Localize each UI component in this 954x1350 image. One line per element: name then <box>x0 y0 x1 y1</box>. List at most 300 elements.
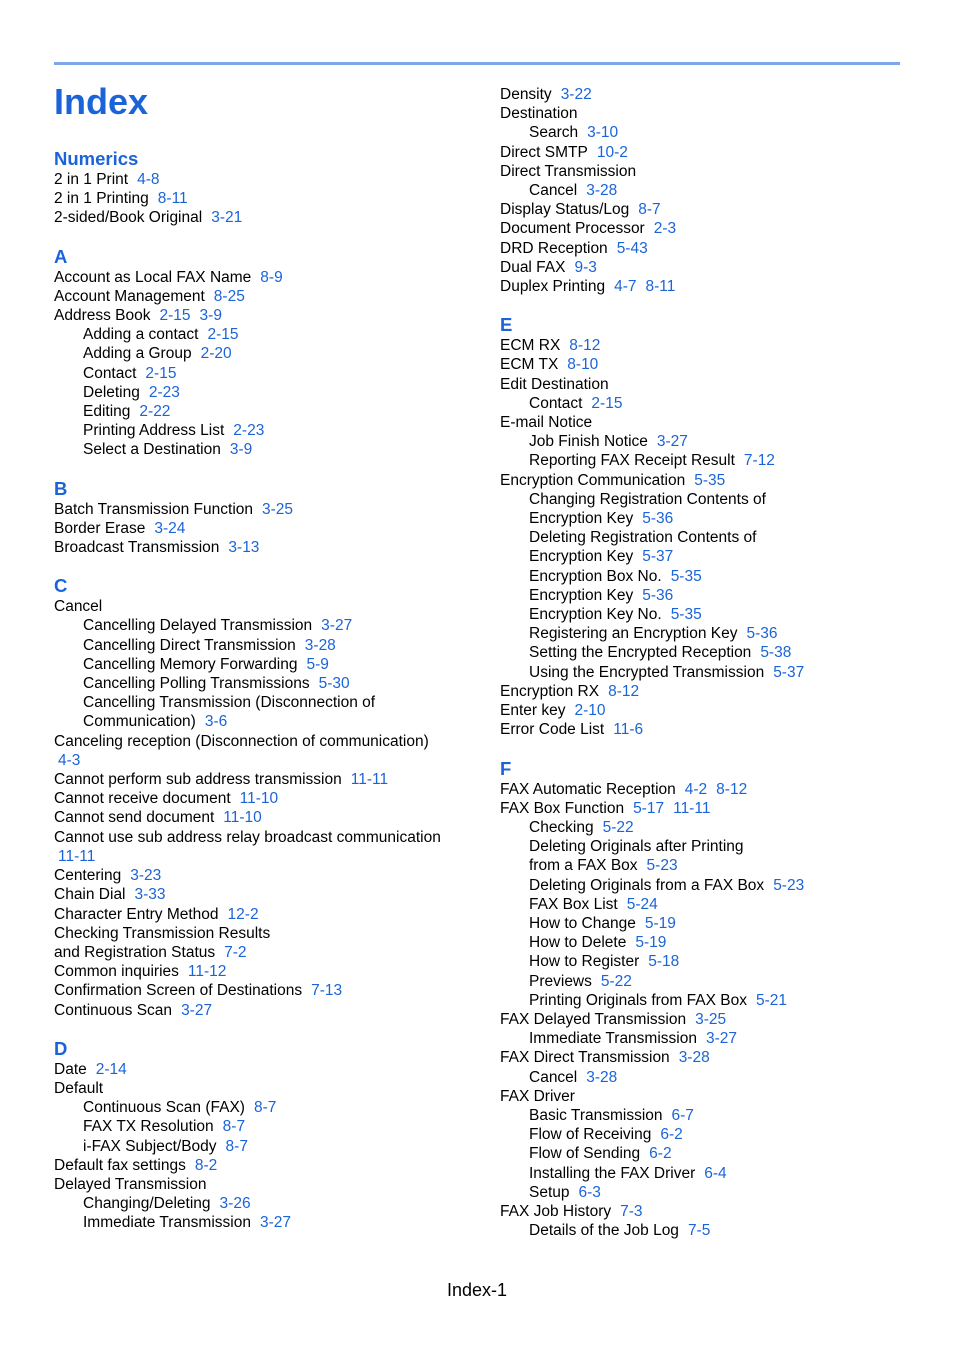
page-reference-link[interactable]: 8-9 <box>260 268 283 286</box>
page-reference-link[interactable]: 2-15 <box>159 307 191 325</box>
index-entry <box>54 1001 464 1020</box>
page-reference-link[interactable]: 2-15 <box>207 326 239 344</box>
section-heading: C <box>54 575 68 597</box>
index-subentry <box>54 402 464 421</box>
index-entry <box>500 682 920 701</box>
entry-term: Encryption Key <box>529 586 634 604</box>
index-entry <box>54 732 464 751</box>
page-reference-link[interactable]: 5-18 <box>648 953 680 971</box>
entry-term: Direct SMTP <box>500 143 588 161</box>
entry-term: Encryption Key <box>529 510 634 528</box>
entry-term: Flow of Sending <box>529 1145 641 1163</box>
page-reference-link[interactable]: 8-12 <box>569 337 601 355</box>
section-heading: F <box>500 757 512 779</box>
page-reference-link[interactable]: 3-27 <box>181 1001 213 1019</box>
entry-term: Cancel <box>529 182 578 200</box>
entry-term: Density <box>500 86 552 103</box>
page-reference-link[interactable]: 5-36 <box>642 510 674 528</box>
section-heading: E <box>500 314 513 336</box>
page-reference-link[interactable]: 5-19 <box>635 934 667 952</box>
index-subentry <box>54 712 464 731</box>
page-reference-link[interactable]: 6-4 <box>704 1164 727 1182</box>
index-subentry <box>500 818 920 837</box>
index-subentry <box>500 586 920 605</box>
page-reference-link[interactable]: 9-3 <box>574 258 597 276</box>
index-subentry <box>54 636 464 655</box>
index-entry <box>54 1175 464 1194</box>
page-reference-link[interactable]: 6-3 <box>578 1183 601 1201</box>
index-subentry <box>54 1213 464 1232</box>
entry-term: Changing/Deleting <box>83 1195 211 1213</box>
page-reference-link[interactable]: 3-28 <box>586 182 618 200</box>
page-number: Index-1 <box>446 1280 508 1300</box>
index-subentry <box>54 616 464 635</box>
index-entry <box>500 1202 920 1221</box>
entry-term: Deleting <box>83 383 140 401</box>
page-reference-link[interactable]: 11-6 <box>613 721 644 739</box>
entry-term: Enter key <box>500 702 566 720</box>
index-subentry <box>500 972 920 991</box>
index-entry <box>500 85 920 104</box>
page-reference-link[interactable]: 6-7 <box>671 1106 694 1124</box>
index-entry <box>54 789 464 808</box>
index-entry <box>54 306 464 325</box>
index-entry <box>500 336 920 355</box>
page-reference-link[interactable]: 2-20 <box>200 345 232 363</box>
entry-term: Cancelling Delayed Transmission <box>83 617 313 635</box>
top-rule <box>54 62 900 65</box>
entry-term: Display Status/Log <box>500 201 630 219</box>
index-subentry <box>500 991 920 1010</box>
page-reference-link[interactable]: 8-2 <box>194 1156 218 1174</box>
index-subentry <box>500 567 920 586</box>
entry-term: Reporting FAX Receipt Result <box>529 452 735 470</box>
entry-term: Continuous Scan <box>54 1001 173 1019</box>
page-reference-link[interactable]: 5-22 <box>602 818 634 836</box>
entry-term: FAX Delayed Transmission <box>500 1010 687 1028</box>
entry-term: Changing Registration Contents of <box>529 490 766 508</box>
entry-term: Duplex Printing <box>500 278 606 296</box>
index-entry <box>54 981 464 1000</box>
entry-term: Setup <box>529 1183 570 1201</box>
section-heading: Numerics <box>54 148 139 169</box>
page-reference-link[interactable]: 10-2 <box>596 143 628 161</box>
page-reference-link[interactable]: 8-11 <box>645 278 676 296</box>
page-reference-link[interactable]: 8-25 <box>213 287 245 305</box>
index-entry <box>500 1048 920 1067</box>
page-reference-link[interactable]: 2-3 <box>653 220 677 238</box>
entry-term: Date <box>54 1060 87 1078</box>
entry-term: FAX Job History <box>500 1202 612 1220</box>
page-reference-link[interactable]: 5-36 <box>642 586 674 604</box>
index-entry <box>500 1010 920 1029</box>
entry-term: Contact <box>83 364 137 382</box>
page-reference-link[interactable]: 3-23 <box>130 867 162 885</box>
index-subentry <box>54 655 464 674</box>
page-reference-link[interactable]: 8-7 <box>253 1099 277 1117</box>
index-subentry <box>500 1183 920 1202</box>
page-reference-link[interactable]: 7-3 <box>620 1202 643 1220</box>
entry-term: ECM RX <box>500 337 561 355</box>
entry-term: Cannot perform sub address transmission <box>54 771 342 789</box>
entry-term: Cancelling Memory Forwarding <box>83 655 298 673</box>
entry-term: How to Register <box>529 953 640 971</box>
page-reference-link[interactable]: 4-7 <box>614 278 637 296</box>
index-entry <box>54 905 464 924</box>
index-entry <box>500 780 920 799</box>
index-subentry <box>500 895 920 914</box>
index-entry <box>500 200 920 219</box>
entry-term: Cannot use sub address relay broadcast communication <box>54 828 441 846</box>
page-reference-link[interactable]: 7-2 <box>224 943 247 961</box>
index-entry <box>54 828 464 847</box>
entry-term: Document Processor <box>500 220 645 238</box>
index-entry <box>500 413 920 432</box>
entry-term: FAX Driver <box>500 1087 575 1105</box>
entry-term: Job Finish Notice <box>529 433 648 451</box>
page-reference-link[interactable]: 7-12 <box>743 452 775 470</box>
index-entry <box>54 268 464 287</box>
index-subentry <box>500 663 920 682</box>
entry-term: How to Delete <box>529 934 627 952</box>
entry-term: Centering <box>54 867 122 885</box>
entry-term: Flow of Receiving <box>529 1126 652 1144</box>
page-reference-link[interactable]: 5-17 <box>633 799 665 817</box>
index-subentry <box>54 344 464 363</box>
index-subentry <box>500 856 920 875</box>
index-entry <box>500 277 920 296</box>
entry-term: Search <box>529 124 579 142</box>
page-reference-link[interactable]: 3-28 <box>304 636 336 654</box>
entry-term: Batch Transmission Function <box>54 500 254 518</box>
index-entry <box>500 239 920 258</box>
entry-term: Delayed Transmission <box>54 1175 207 1193</box>
page-reference-link[interactable]: 11-11 <box>673 799 711 817</box>
index-entry <box>500 104 920 123</box>
entry-term: Default <box>54 1079 104 1097</box>
page-reference-link[interactable]: 5-35 <box>694 471 726 489</box>
entry-term: Editing <box>83 403 131 421</box>
page-reference-link[interactable]: 3-22 <box>560 86 592 103</box>
index-entry <box>54 500 464 519</box>
page-reference-link[interactable]: 6-2 <box>660 1126 683 1144</box>
page-reference-link[interactable]: 4-3 <box>58 751 81 769</box>
entry-term: Printing Originals from FAX Box <box>529 991 747 1009</box>
page-reference-link[interactable]: 2-23 <box>233 422 265 440</box>
index-subentry <box>500 547 920 566</box>
index-entry <box>54 170 464 189</box>
section-heading: D <box>54 1037 68 1059</box>
index-subentry <box>54 1137 464 1156</box>
page-reference-link[interactable]: 5-22 <box>600 972 632 990</box>
entry-term: Cannot send document <box>54 809 215 827</box>
entry-term: FAX Box Function <box>500 799 625 817</box>
page-reference-link[interactable]: 2-14 <box>95 1060 127 1078</box>
entry-term: Setting the Encrypted Reception <box>529 644 752 662</box>
entry-term: FAX Box List <box>529 895 618 913</box>
index-entry <box>54 770 464 789</box>
index-entry <box>54 808 464 827</box>
page-reference-link[interactable]: 11-10 <box>239 790 279 808</box>
page-reference-link[interactable]: 3-33 <box>134 886 166 904</box>
index-entry <box>54 1060 464 1079</box>
page-reference-link[interactable]: 8-7 <box>225 1137 248 1155</box>
page-reference-link[interactable]: 2-22 <box>139 403 171 421</box>
entry-term: Account Management <box>54 287 205 305</box>
entry-term: 2-sided/Book Original <box>54 209 203 227</box>
entry-term: ECM TX <box>500 356 559 374</box>
entry-term: Encryption Box No. <box>529 567 662 585</box>
index-subentry <box>500 1029 920 1048</box>
index-entry <box>54 924 464 943</box>
index-subentry <box>54 1098 464 1117</box>
index-entry <box>54 866 464 885</box>
entry-term: 2 in 1 Print <box>54 171 129 188</box>
page-reference-link[interactable]: 11-11 <box>58 847 96 865</box>
entry-term: Previews <box>529 972 592 990</box>
index-entry <box>500 355 920 374</box>
index-entry <box>54 519 464 538</box>
entry-term: Account as Local FAX Name <box>54 268 252 286</box>
page-reference-link[interactable]: 5-24 <box>626 895 658 913</box>
entry-term: Installing the FAX Driver <box>529 1164 696 1182</box>
index-subentry <box>54 1117 464 1136</box>
index-subentry <box>500 643 920 662</box>
index-subentry <box>54 693 464 712</box>
page-reference-link[interactable]: 3-27 <box>321 617 353 635</box>
entry-term: Default fax settings <box>54 1156 186 1174</box>
entry-term: Encryption RX <box>500 682 600 700</box>
index-subentry <box>500 914 920 933</box>
index-entry <box>54 287 464 306</box>
page-reference-link[interactable]: 5-23 <box>773 876 805 894</box>
page-reference-link[interactable]: 5-43 <box>616 239 648 257</box>
page-reference-link[interactable]: 4-2 <box>684 780 708 798</box>
entry-term: Broadcast Transmission <box>54 539 220 557</box>
index-subentry <box>500 837 920 856</box>
entry-term: Details of the Job Log <box>529 1222 679 1240</box>
entry-term: Select a Destination <box>83 441 221 459</box>
page-reference-link[interactable]: 11-11 <box>350 771 389 789</box>
page-reference-link[interactable]: 3-27 <box>656 433 688 451</box>
index-subentry <box>54 674 464 693</box>
index-subentry <box>54 1194 464 1213</box>
page-reference-link[interactable]: 3-28 <box>678 1049 710 1067</box>
page-title: Index <box>54 81 149 122</box>
index-subentry <box>500 933 920 952</box>
page-reference-link[interactable]: 12-2 <box>227 905 259 923</box>
entry-term: FAX TX Resolution <box>83 1118 214 1136</box>
page-reference-link[interactable]: 5-36 <box>746 625 778 643</box>
page-reference-link[interactable]: 8-10 <box>567 356 599 374</box>
page-reference-link[interactable]: 3-28 <box>586 1068 618 1086</box>
index-subentry <box>54 364 464 383</box>
entry-term: Registering an Encryption Key <box>529 625 738 643</box>
page-reference-link[interactable]: 2-15 <box>145 364 177 382</box>
index-column-right <box>500 85 920 1240</box>
page-reference-link[interactable]: 8-11 <box>157 190 188 208</box>
index-subentry <box>500 509 920 528</box>
entry-term: Chain Dial <box>54 886 126 904</box>
page-reference-link[interactable]: 5-37 <box>773 663 805 681</box>
page-reference-link[interactable]: 3-27 <box>705 1030 738 1048</box>
index-subentry <box>500 451 920 470</box>
entry-term: Basic Transmission <box>529 1106 663 1124</box>
page-reference-link[interactable]: 3-21 <box>211 209 243 227</box>
index-subentry <box>500 952 920 971</box>
page-reference-link[interactable]: 11-10 <box>223 809 262 827</box>
entry-term: Immediate Transmission <box>529 1030 697 1048</box>
page-reference-link[interactable]: 8-12 <box>608 682 640 700</box>
entry-term: Adding a Group <box>83 345 192 363</box>
index-subentry <box>500 605 920 624</box>
page-reference-link[interactable]: 7-5 <box>687 1222 711 1240</box>
page-reference-link[interactable]: 5-30 <box>318 675 350 693</box>
entry-term: E-mail Notice <box>500 414 593 432</box>
entry-term: Encryption Key <box>529 548 634 566</box>
entry-term: Cancelling Polling Transmissions <box>83 675 310 693</box>
index-subentry <box>500 432 920 451</box>
index-entry <box>54 751 464 770</box>
entry-term: Common inquiries <box>54 963 179 981</box>
entry-term: Checking Transmission Results <box>54 924 271 942</box>
index-subentry <box>54 440 464 459</box>
entry-term: DRD Reception <box>500 239 608 257</box>
index-entry <box>54 885 464 904</box>
page-reference-link[interactable]: 3-25 <box>262 500 294 518</box>
entry-term: Cancel <box>529 1068 578 1086</box>
index-entry <box>500 162 920 181</box>
entry-term: Using the Encrypted Transmission <box>529 663 765 681</box>
entry-term: Encryption Communication <box>500 471 686 489</box>
entry-term: Cancelling Direct Transmission <box>83 636 296 654</box>
page-reference-link[interactable]: 3-26 <box>219 1195 251 1213</box>
page-reference-link[interactable]: 5-35 <box>670 567 702 585</box>
page-reference-link[interactable]: 5-35 <box>670 606 702 624</box>
page-reference-link[interactable]: 6-2 <box>649 1145 672 1163</box>
entry-term: Cannot receive document <box>54 790 231 808</box>
page-reference-link[interactable]: 7-13 <box>311 982 343 1000</box>
entry-term: How to Change <box>529 914 636 932</box>
index-entry <box>500 701 920 720</box>
entry-term: Dual FAX <box>500 258 566 276</box>
entry-term: Deleting Registration Contents of <box>529 529 757 547</box>
index-subentry <box>500 876 920 895</box>
entry-term: Deleting Originals after Printing <box>529 838 744 856</box>
index-entry <box>54 962 464 981</box>
index-subentry <box>500 1125 920 1144</box>
page-reference-link[interactable]: 5-23 <box>646 857 678 875</box>
entry-term: Adding a contact <box>83 326 199 344</box>
entry-term: from a FAX Box <box>529 857 638 875</box>
index-entry <box>500 1087 920 1106</box>
page-reference-link[interactable]: 3-25 <box>695 1010 727 1028</box>
page-reference-link[interactable]: 3-13 <box>228 539 260 557</box>
index-entry <box>54 597 464 616</box>
page-reference-link[interactable]: 5-38 <box>760 644 792 662</box>
index-subentry <box>500 123 920 142</box>
page-reference-link[interactable]: 3-24 <box>154 519 186 537</box>
index-subentry <box>500 394 920 413</box>
page-reference-link[interactable]: 2-10 <box>574 702 606 720</box>
page-reference-link[interactable]: 5-9 <box>306 655 329 673</box>
entry-term: Character Entry Method <box>54 905 219 923</box>
index-entry <box>500 375 920 394</box>
entry-term: Destination <box>500 105 578 123</box>
index-column-left <box>54 148 464 1233</box>
index-subentry <box>500 1068 920 1087</box>
page-reference-link[interactable]: 3-10 <box>587 124 619 142</box>
entry-term: Immediate Transmission <box>83 1214 251 1232</box>
index-subentry <box>500 624 920 643</box>
entry-term: FAX Direct Transmission <box>500 1049 670 1067</box>
index-entry <box>500 799 920 818</box>
entry-term: Contact <box>529 394 583 412</box>
entry-term: Cancelling Transmission (Disconnection of <box>83 694 376 712</box>
index-entry <box>54 847 464 866</box>
index-entry <box>500 471 920 490</box>
index-entry <box>500 258 920 277</box>
page-reference-link[interactable]: 8-7 <box>638 201 661 219</box>
entry-term: Communication) <box>83 713 196 731</box>
entry-term: Border Erase <box>54 519 146 537</box>
page-reference-link[interactable]: 5-21 <box>755 991 787 1009</box>
index-entry <box>500 219 920 238</box>
section-heading: B <box>54 477 68 499</box>
entry-term: Canceling reception (Disconnection of communication) <box>54 732 429 750</box>
entry-term: Encryption Key No. <box>529 606 662 624</box>
index-subentry <box>500 181 920 200</box>
entry-term: Confirmation Screen of Destinations <box>54 982 303 1000</box>
page-reference-link[interactable]: 8-12 <box>716 780 748 798</box>
index-subentry <box>500 490 920 509</box>
index-entry <box>500 720 920 739</box>
index-entry <box>54 1079 464 1098</box>
page-reference-link[interactable]: 3-9 <box>229 441 253 459</box>
entry-term: Deleting Originals from a FAX Box <box>529 876 765 894</box>
page-reference-link[interactable]: 3-27 <box>259 1214 292 1232</box>
page-reference-link[interactable]: 5-19 <box>644 914 676 932</box>
page-reference-link[interactable]: 3-6 <box>204 713 228 731</box>
page-reference-link[interactable]: 2-15 <box>591 394 623 412</box>
entry-term: Continuous Scan (FAX) <box>83 1099 245 1117</box>
index-entry <box>54 538 464 557</box>
index-entry <box>54 208 464 227</box>
entry-term: Error Code List <box>500 721 605 739</box>
entry-term: i-FAX Subject/Body <box>83 1137 217 1155</box>
page-reference-link[interactable]: 4-8 <box>137 171 160 188</box>
page-reference-link[interactable]: 11-12 <box>187 963 227 981</box>
index-entry <box>54 189 464 208</box>
index-subentry <box>500 1164 920 1183</box>
entry-term: Cancel <box>54 598 103 616</box>
index-subentry <box>500 1106 920 1125</box>
page-reference-link[interactable]: 8-7 <box>222 1118 246 1136</box>
entry-term: Printing Address List <box>83 422 225 440</box>
index-subentry <box>54 383 464 402</box>
index-entry <box>500 143 920 162</box>
index-entry <box>54 1156 464 1175</box>
page-reference-link[interactable]: 2-23 <box>148 383 180 401</box>
entry-term: 2 in 1 Printing <box>54 190 149 208</box>
index-entry <box>54 943 464 962</box>
entry-term: Direct Transmission <box>500 162 637 180</box>
page-reference-link[interactable]: 3-9 <box>199 307 222 325</box>
entry-term: Address Book <box>54 307 151 325</box>
index-subentry <box>54 325 464 344</box>
page-reference-link[interactable]: 5-37 <box>642 548 674 566</box>
index-subentry <box>500 528 920 547</box>
